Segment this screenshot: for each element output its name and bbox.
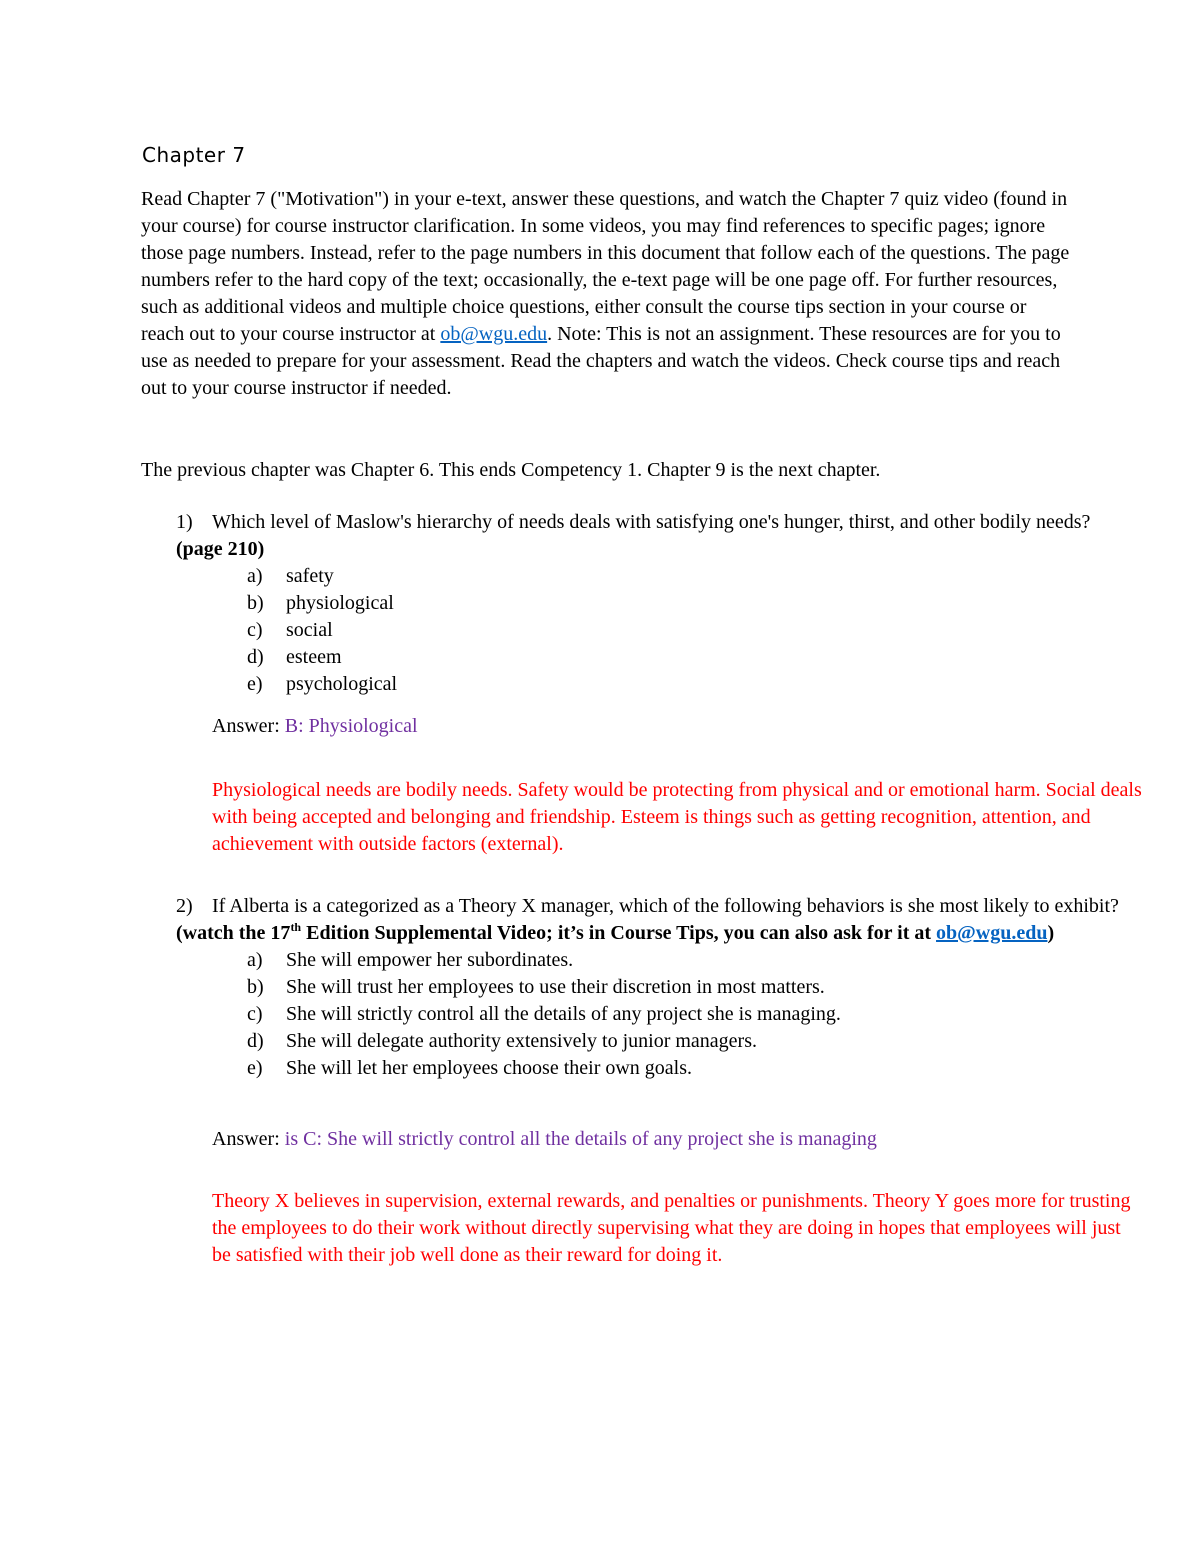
- option-letter: e): [247, 1057, 263, 1079]
- option-item: [247, 974, 1136, 1001]
- option-text: physiological: [286, 592, 394, 614]
- option-letter: b): [247, 976, 264, 998]
- option-item: [247, 644, 1136, 671]
- question-text: If Alberta is a categorized as a Theory X manager, which of the following behaviors is she most likely to exhibit?: [212, 895, 1119, 917]
- option-item: [247, 590, 1136, 617]
- page-reference: (page 210): [176, 538, 265, 560]
- option-item: [247, 563, 1136, 590]
- option-text: psychological: [286, 673, 398, 695]
- option-text: social: [286, 619, 333, 641]
- option-text: She will delegate authority extensively to junior managers.: [286, 1030, 757, 1052]
- option-item: [247, 947, 1136, 974]
- option-item: [247, 671, 1136, 698]
- option-text: esteem: [286, 646, 342, 668]
- question-1-answer: [212, 713, 1132, 740]
- answer-label: Answer:: [212, 715, 285, 737]
- option-letter: c): [247, 1003, 263, 1025]
- video-note-close: ): [1047, 922, 1055, 944]
- answer-value: B: Physiological: [284, 715, 418, 737]
- option-letter: d): [247, 646, 264, 668]
- video-note: [176, 922, 1054, 944]
- video-note-part1: (watch the 17: [176, 922, 291, 944]
- instructor-email-link[interactable]: ob@wgu.edu: [440, 323, 548, 345]
- answer-value: is C: She will strictly control all the details of any project she is managing: [284, 1128, 877, 1150]
- question-text: Which level of Maslow's hierarchy of needs deals with satisfying one's hunger, thirst, and other bodily needs?: [212, 511, 1091, 533]
- option-letter: b): [247, 592, 264, 614]
- option-item: [247, 1001, 1136, 1028]
- video-note-part2: Edition Supplemental Video; it’s in Course Tips, you can also ask for it at: [301, 922, 937, 944]
- question-1: [176, 509, 1136, 698]
- intro-paragraph: [141, 186, 1071, 402]
- question-1-stem: [176, 509, 1136, 563]
- option-item: [247, 1028, 1136, 1055]
- option-text: She will empower her subordinates.: [286, 949, 574, 971]
- question-1-options: [176, 563, 1136, 698]
- intro-text-before: Read Chapter 7 ("Motivation") in your e-text, answer these questions, and watch the Chapter 7 quiz video (found in your course) for course instructor clarification. In some videos, you may find references to specific pages; ignore those page numbers. Instead, refer to the page numbers in this document that follow each of the questions. The page numbers refer to the hard copy of the text; occasionally, the e-text page will be one page off. For further resources, such as additional videos and multiple choice questions, either consult the course tips section in your course or reach out to your course instructor at: [141, 188, 1070, 345]
- question-2-explanation: Theory X believes in supervision, external rewards, and penalties or punishments. Theory Y goes more for trusting the employees to do their work without directly supervising what they are doing in hopes that employees will just be satisfied with their job well done as their reward for doing it.: [212, 1190, 1131, 1266]
- option-text: safety: [286, 565, 334, 587]
- option-letter: e): [247, 673, 263, 695]
- ordinal-suffix: th: [290, 920, 302, 934]
- option-letter: a): [247, 565, 263, 587]
- option-item: [247, 1055, 1136, 1082]
- option-text: She will let her employees choose their own goals.: [286, 1057, 693, 1079]
- option-letter: a): [247, 949, 263, 971]
- previous-chapter-note: The previous chapter was Chapter 6. This ends Competency 1. Chapter 9 is the next chapter.: [141, 459, 881, 481]
- option-text: She will strictly control all the details of any project she is managing.: [286, 1003, 841, 1025]
- question-2-options: [176, 947, 1136, 1082]
- chapter-heading: Chapter 7: [142, 143, 246, 167]
- option-text: She will trust her employees to use their discretion in most matters.: [286, 976, 825, 998]
- question-number: 1): [176, 511, 193, 533]
- question-2: [176, 893, 1136, 1082]
- question-number: 2): [176, 895, 193, 917]
- option-letter: d): [247, 1030, 264, 1052]
- option-letter: c): [247, 619, 263, 641]
- question-1-explanation: Physiological needs are bodily needs. Safety would be protecting from physical and or emotional harm. Social deals with being accepted and belonging and friendship. Esteem is things such as getting recognition, attention, and achievement with outside factors (external).: [212, 779, 1142, 855]
- question-2-answer: [212, 1126, 1132, 1153]
- question-2-stem: [176, 893, 1136, 947]
- intro-text-after: . Note: This is not an assignment. These resources are for you to use as needed to prepare for your assessment. Read the chapters and watch the videos. Check course tips and reach out to your course instructor if needed.: [141, 323, 1061, 399]
- answer-label: Answer:: [212, 1128, 285, 1150]
- option-item: [247, 617, 1136, 644]
- instructor-email-link[interactable]: ob@wgu.edu: [936, 922, 1048, 944]
